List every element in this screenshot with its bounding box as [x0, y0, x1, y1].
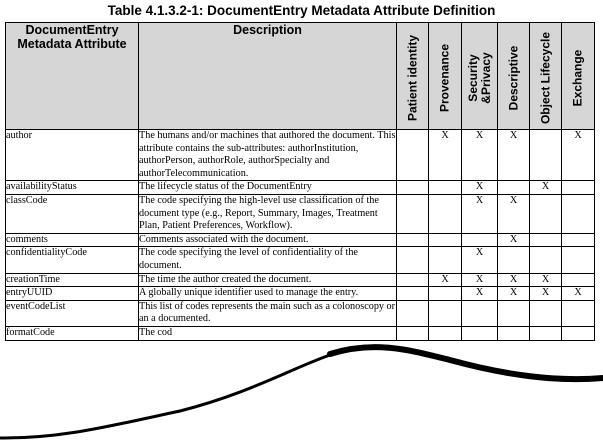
attribute-cell: comments: [6, 233, 139, 247]
attribute-cell: author: [6, 130, 139, 181]
mark-cell: X: [562, 287, 595, 301]
description-cell: The humans and/or machines that authored the document. This attribute contains the sub-attributes: authorInstitution, authorPerson, authorRole, authorSpecialty and authorTelecommunication.: [139, 130, 397, 181]
description-cell: The cod: [139, 326, 397, 340]
security-privacy-label: Security &Privacy: [465, 52, 493, 104]
attribute-cell: entryUUID: [6, 287, 139, 301]
mark-cell: X: [462, 130, 498, 181]
mark-cell: X: [498, 273, 530, 287]
mark-cell: X: [562, 130, 595, 181]
mark-cell: X: [498, 233, 530, 247]
mark-cell: X: [429, 130, 462, 181]
mark-cell: X: [530, 273, 562, 287]
description-cell: Comments associated with the document.: [139, 233, 397, 247]
attribute-cell: creationTime: [6, 273, 139, 287]
mark-cell: X: [498, 194, 530, 233]
mark-cell: X: [462, 287, 498, 301]
mark-cell: X: [462, 181, 498, 195]
object-lifecycle-label: Object Lifecycle: [538, 32, 552, 125]
description-cell: The code specifying the level of confidentiality of the document.: [139, 247, 397, 273]
mark-cell: X: [462, 194, 498, 233]
description-cell: A globally unique identifier used to manage the entry.: [139, 287, 397, 301]
attribute-cell: availabilityStatus: [6, 181, 139, 195]
description-cell: The lifecycle status of the DocumentEntry: [139, 181, 397, 195]
provenance-label: Provenance: [437, 44, 452, 113]
mark-cell: X: [530, 287, 562, 301]
table-title: Table 4.1.3.2-1: DocumentEntry Metadata Attribute Definition: [107, 3, 496, 18]
description-column-header: Description: [139, 23, 397, 130]
mark-cell: X: [530, 181, 562, 195]
descriptive-label: Descriptive: [506, 45, 520, 111]
attribute-cell: classCode: [6, 194, 139, 233]
description-cell: This list of codes represents the main such as a colonoscopy or an a documented.: [139, 300, 397, 326]
description-cell: The code specifying the high-level use classification of the document type (e.g., Report, Summary, Images, Treatment Plan, Patient Preferences, Workflow).: [139, 194, 397, 233]
mark-cell: X: [429, 273, 462, 287]
attribute-cell: formatCode: [6, 326, 139, 340]
attribute-column-header: DocumentEntry Metadata Attribute: [6, 23, 139, 130]
mark-cell: X: [498, 287, 530, 301]
attribute-cell: eventCodeList: [6, 300, 139, 326]
description-cell: The time the author created the document.: [139, 273, 397, 287]
mark-cell: X: [462, 273, 498, 287]
exchange-label: Exchange: [570, 49, 585, 107]
attribute-cell: confidentialityCode: [6, 247, 139, 273]
patient-identity-label: Patient identity: [405, 35, 419, 122]
mark-cell: X: [498, 130, 530, 181]
mark-cell: X: [462, 247, 498, 273]
